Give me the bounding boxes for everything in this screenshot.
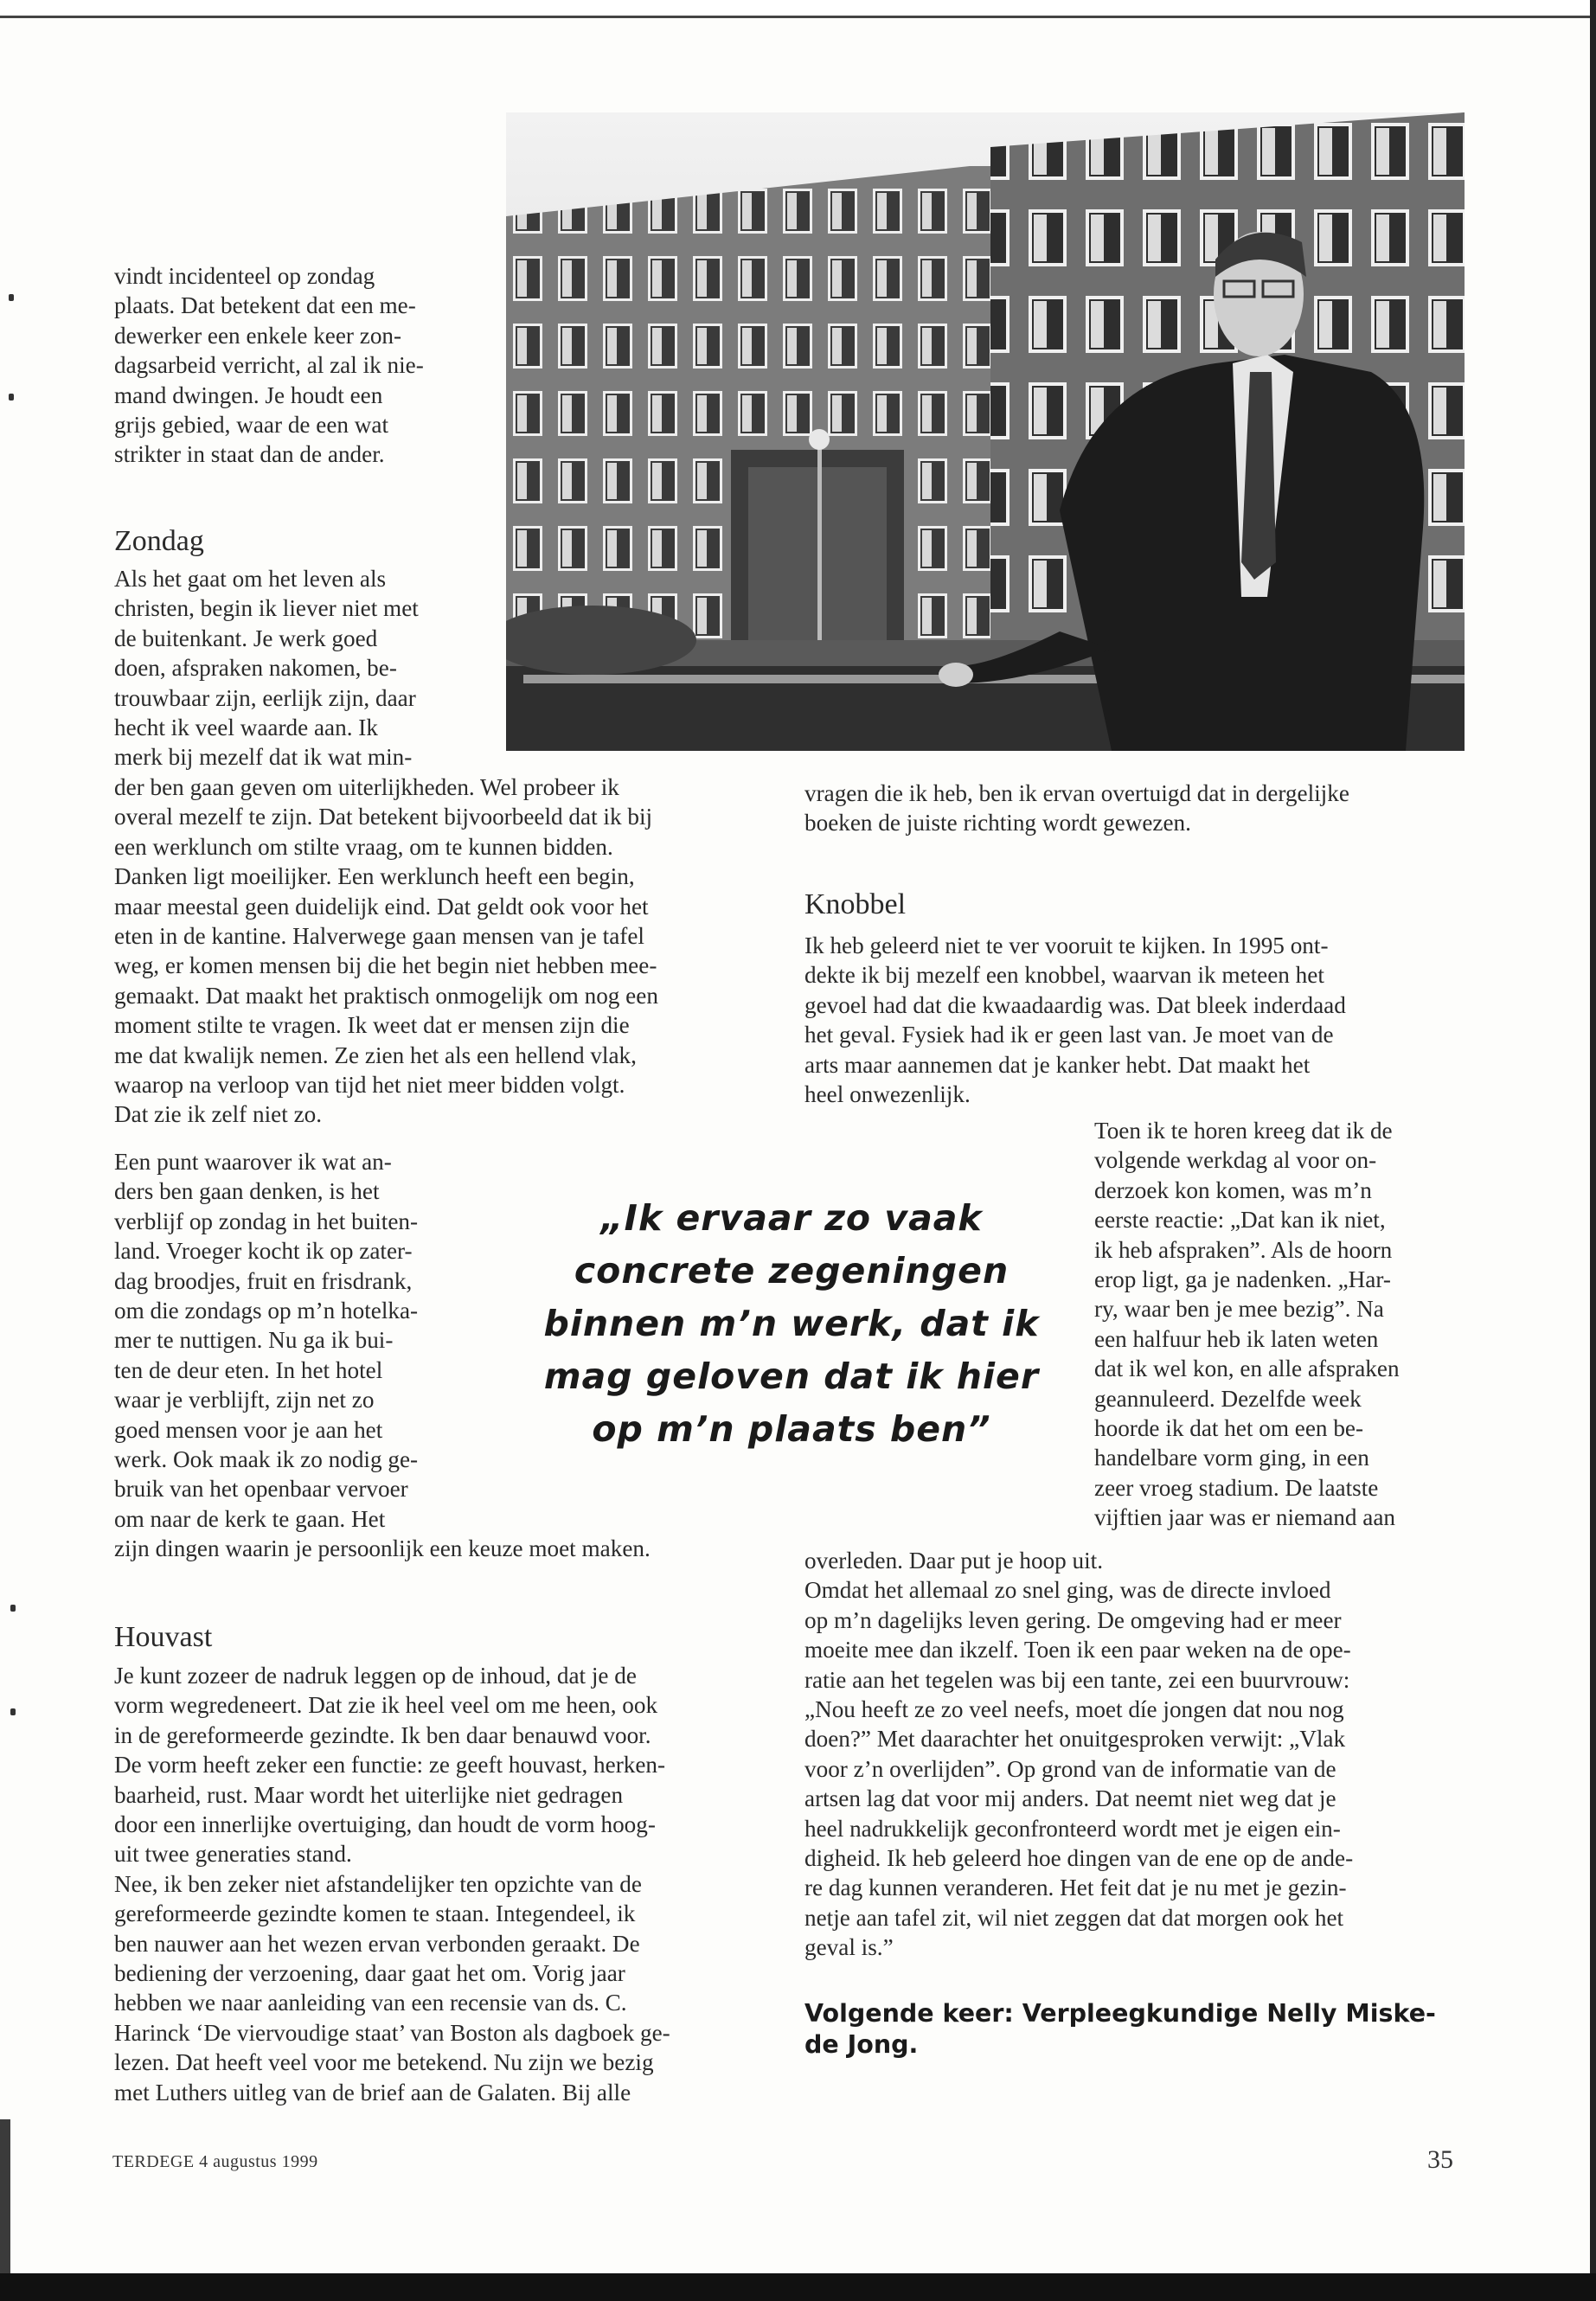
text-line: ry, waar ben je mee bezig”. Na	[1094, 1296, 1384, 1323]
zondag-paragraph-wide	[114, 772, 772, 1130]
knobbel-paragraph-1	[804, 931, 1471, 1109]
text-line: mand dwingen. Je houdt een	[114, 381, 383, 408]
intro-paragraph	[114, 261, 512, 470]
text-line: christen, begin ik liever niet met	[114, 595, 419, 622]
text-line: goed mensen voor je aan het	[114, 1416, 383, 1443]
text-line: eten in de kantine. Halverwege gaan mensen van je tafel	[114, 923, 644, 950]
knobbel-paragraph-narrow	[1094, 1116, 1475, 1533]
text-line: lezen. Dat heeft veel voor me betekend. Nu zijn we bezig	[114, 2049, 654, 2076]
text-line: bediening der verzoening, daar gaat het om. Vorig jaar	[114, 1960, 625, 1987]
heading-houvast: Houvast	[114, 1621, 213, 1653]
text-line: artsen lag dat voor mij anders. Dat neemt niet weg dat je	[804, 1785, 1336, 1812]
scan-border-right	[1590, 0, 1596, 2301]
text-line: land. Vroeger kocht ik op zater-	[114, 1238, 413, 1265]
heading-zondag: Zondag	[114, 525, 204, 557]
text-line: door een innerlijke overtuiging, dan houdt de vorm hoog-	[114, 1811, 656, 1838]
text-line: hoorde ik dat het om een be-	[1094, 1415, 1364, 1442]
text-line: moment stilte te vragen. Ik weet dat er mensen zijn die	[114, 1012, 630, 1039]
text-line: Je kunt zozeer de nadruk leggen op de inhoud, dat je de	[114, 1663, 637, 1689]
text-line: volgende werkdag al voor on-	[1094, 1147, 1377, 1174]
text-line: dagsarbeid verricht, al zal ik nie-	[114, 352, 424, 379]
text-line: Dat zie ik zelf niet zo.	[114, 1101, 323, 1128]
text-line: heel onwezenlijk.	[804, 1081, 971, 1108]
text-line: grijs gebied, waar de een wat	[114, 412, 389, 439]
text-line: een werklunch om stilte vraag, om te kunnen bidden.	[114, 833, 613, 860]
text-line: erop ligt, ga je nadenken. „Har-	[1094, 1266, 1391, 1293]
text-line: weg, er komen mensen bij die het begin niet hebben mee-	[114, 952, 657, 979]
pull-quote-line: binnen m’n werk, dat ik	[543, 1303, 1040, 1344]
text-line: vragen die ik heb, ben ik ervan overtuigd dat in dergelijke	[804, 780, 1349, 806]
text-line: overal mezelf te zijn. Dat betekent bijvoorbeeld dat ik bij	[114, 804, 653, 830]
text-line: netje aan tafel zit, wil niet zeggen dat dat morgen ook het	[804, 1904, 1344, 1931]
text-line: Volgende keer: Verpleegkundige Nelly Miske-	[804, 1999, 1436, 2028]
text-line: ten de deur eten. In het hotel	[114, 1356, 383, 1383]
text-line: uit twee generaties stand.	[114, 1841, 352, 1868]
text-line: in de gereformeerde gezindte. Ik ben daar benauwd voor.	[114, 1721, 651, 1748]
text-line: Harinck ‘De viervoudige staat’ van Boston als dagboek ge-	[114, 2019, 670, 2046]
text-line: zijn dingen waarin je persoonlijk een keuze moet maken.	[114, 1535, 651, 1562]
text-line: werk. Ook maak ik zo nodig ge-	[114, 1446, 419, 1473]
text-line: op m’n dagelijks leven gering. De omgeving had er meer	[804, 1606, 1342, 1633]
text-line: arts maar aannemen dat je kanker hebt. Dat maakt het	[804, 1051, 1311, 1078]
text-line: dag broodjes, fruit en frisdrank,	[114, 1267, 413, 1294]
text-line: heel nadrukkelijk geconfronteerd wordt met je eigen ein-	[804, 1815, 1341, 1842]
text-line: doen, afspraken nakomen, be-	[114, 655, 397, 682]
text-line: dekte ik bij mezelf een knobbel, waarvan ik meteen het	[804, 962, 1324, 989]
text-line: Danken ligt moeilijker. Een werklunch heeft een begin,	[114, 863, 635, 890]
right-paragraph-continued	[804, 779, 1471, 838]
text-line: trouwbaar zijn, eerlijk zijn, daar	[114, 684, 416, 711]
text-line: hebben we naar aanleiding van een recensie van ds. C.	[114, 1990, 627, 2016]
text-line: dat ik wel kon, en alle afspraken	[1094, 1356, 1400, 1382]
text-line: mer te nuttigen. Nu ga ik bui-	[114, 1327, 394, 1354]
scan-border-left	[0, 2119, 10, 2275]
text-line: ben nauwer aan het wezen ervan verbonden geraakt. De	[114, 1930, 640, 1957]
scan-mark	[9, 394, 14, 401]
text-line: de buitenkant. Je werk goed	[114, 625, 378, 651]
text-line: vorm wegredeneert. Dat zie ik heel veel om me heen, ook	[114, 1692, 658, 1719]
text-line: merk bij mezelf dat ik wat min-	[114, 744, 413, 771]
text-line: boeken de juiste richting wordt gewezen.	[804, 810, 1191, 836]
text-line: me dat kwalijk nemen. Ze zien het als een hellend vlak,	[114, 1042, 637, 1068]
scan-mark	[9, 294, 14, 301]
text-line: verblijf op zondag in het buiten-	[114, 1208, 419, 1234]
text-line: „Nou heeft ze zo veel neefs, moet díe jongen dat nou nog	[804, 1696, 1344, 1723]
pull-quote-line: „Ik ervaar zo vaak	[600, 1197, 983, 1239]
page-number: 35	[1427, 2145, 1453, 2174]
knobbel-paragraph-2	[804, 1546, 1471, 1963]
heading-knobbel: Knobbel	[804, 888, 907, 920]
text-line: Als het gaat om het leven als	[114, 566, 387, 592]
text-line: met Luthers uitleg van de brief aan de Galaten. Bij alle	[114, 2079, 631, 2106]
text-line: Een punt waarover ik wat an-	[114, 1149, 392, 1175]
text-line: doen?” Met daarachter het onuitgesproken verwijt: „Vlak	[804, 1726, 1346, 1753]
text-line: strikter in staat dan de ander.	[114, 441, 385, 468]
zondag-paragraph-narrow	[114, 564, 503, 772]
text-line: gemaakt. Dat maakt het praktisch onmogelijk om nog een	[114, 982, 658, 1009]
text-line: een halfuur heb ik laten weten	[1094, 1325, 1379, 1352]
houvast-paragraph-1	[114, 1661, 772, 2107]
photo-illustration	[506, 112, 1465, 751]
pull-quote-line: concrete zegeningen	[574, 1250, 1010, 1292]
text-line: moeite mee dan ikzelf. Toen ik een paar weken na de ope-	[804, 1637, 1351, 1663]
zondag-paragraph-punt	[114, 1147, 651, 1564]
pull-quote	[532, 1192, 1051, 1456]
text-line: re dag kunnen veranderen. Het feit dat je nu met je gezin-	[804, 1875, 1347, 1901]
text-line: de Jong.	[804, 2030, 919, 2059]
text-line: geannuleerd. Dezelfde week	[1094, 1385, 1362, 1412]
text-line: voor z’n overlijden”. Op grond van de informatie van de	[804, 1755, 1336, 1782]
pull-quote-line: op m’n plaats ben”	[592, 1408, 991, 1450]
text-line: waarop na verloop van tijd het niet meer bidden volgt.	[114, 1072, 625, 1099]
text-line: Toen ik te horen kreeg dat ik de	[1094, 1118, 1393, 1144]
text-line: ratie aan het tegelen was bij een tante, zei een buurvrouw:	[804, 1666, 1350, 1693]
text-line: gereformeerde gezindte komen te staan. Integendeel, ik	[114, 1900, 636, 1927]
text-line: vindt incidenteel op zondag	[114, 263, 375, 289]
text-line: zeer vroeg stadium. De laatste	[1094, 1474, 1379, 1501]
pull-quote-line: mag geloven dat ik hier	[543, 1356, 1040, 1397]
text-line: vijftien jaar was er niemand aan	[1094, 1504, 1395, 1531]
text-line: De vorm heeft zeker een functie: ze geeft houvast, herken-	[114, 1752, 666, 1779]
next-issue-note	[804, 1998, 1462, 2061]
text-line: Nee, ik ben zeker niet afstandelijker ten opzichte van de	[114, 1870, 642, 1897]
text-line: het geval. Fysiek had ik er geen last van. Je moet van de	[804, 1022, 1334, 1048]
text-line: geval is.”	[804, 1934, 894, 1961]
text-line: digheid. Ik heb geleerd hoe dingen van de ene op de ande-	[804, 1845, 1354, 1872]
text-line: der ben gaan geven om uiterlijkheden. Wel probeer ik	[114, 774, 619, 800]
text-line: eerste reactie: „Dat kan ik niet,	[1094, 1207, 1386, 1234]
text-line: dewerker een enkele keer zon-	[114, 322, 402, 349]
footer-publication: TERDEGE 4 augustus 1999	[112, 2152, 318, 2171]
scan-mark	[10, 1605, 16, 1612]
text-line: maar meestal geen duidelijk eind. Dat geldt ook voor het	[114, 893, 649, 920]
text-line: waar je verblijft, zijn net zo	[114, 1387, 375, 1413]
text-line: handelbare vorm ging, in een	[1094, 1445, 1369, 1471]
text-line: Omdat het allemaal zo snel ging, was de directe invloed	[804, 1577, 1331, 1604]
text-line: bruik van het openbaar vervoer	[114, 1476, 408, 1503]
text-line: derzoek kon komen, was m’n	[1094, 1176, 1372, 1203]
text-line: baarheid, rust. Maar wordt het uiterlijke niet gedragen	[114, 1781, 624, 1808]
text-line: ders ben gaan denken, is het	[114, 1178, 380, 1205]
text-line: ik heb afspraken”. Als de hoorn	[1094, 1236, 1393, 1263]
text-line: om die zondags op m’n hotelka-	[114, 1298, 419, 1324]
text-line: overleden. Daar put je hoop uit.	[804, 1548, 1104, 1574]
scan-mark	[10, 1708, 16, 1715]
text-line: plaats. Dat betekent dat een me-	[114, 292, 416, 319]
scan-border-bottom	[0, 2273, 1596, 2301]
scan-border-top	[0, 0, 1596, 18]
text-line: om naar de kerk te gaan. Het	[114, 1505, 386, 1532]
text-line: Ik heb geleerd niet te ver vooruit te kijken. In 1995 ont-	[804, 933, 1329, 958]
portrait-photo	[506, 112, 1465, 751]
text-line: gevoel had dat die kwaadaardig was. Dat bleek inderdaad	[804, 991, 1346, 1018]
text-line: hecht ik veel waarde aan. Ik	[114, 715, 378, 741]
